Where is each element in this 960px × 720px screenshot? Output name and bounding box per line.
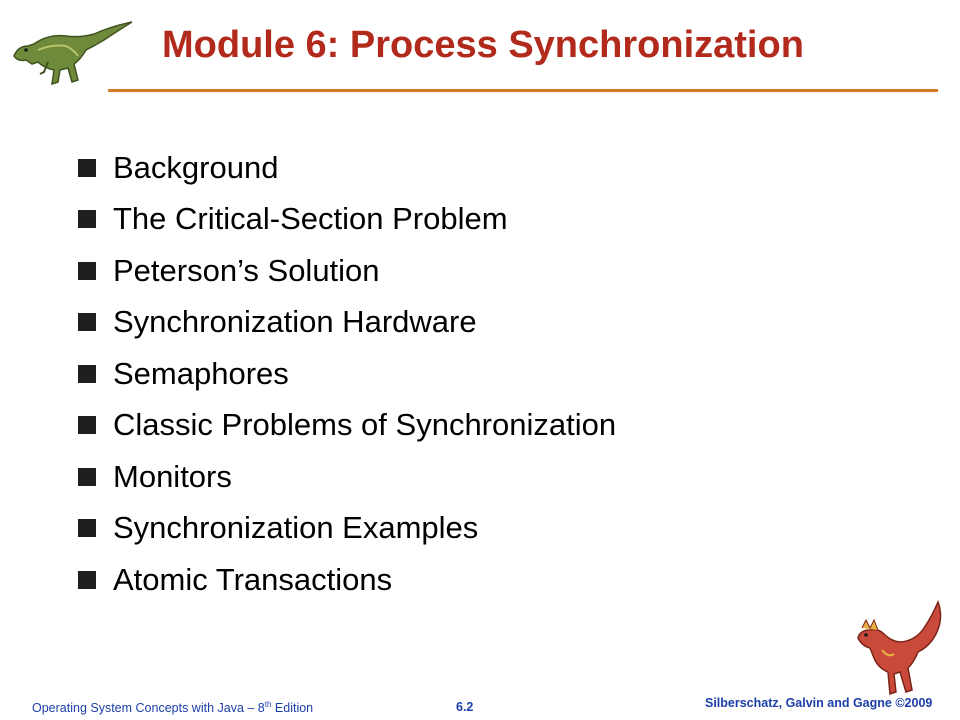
footer-edition-word: Edition — [271, 701, 314, 716]
square-bullet-icon — [78, 210, 96, 228]
footer-copyright: Silberschatz, Galvin and Gagne ©2009 — [705, 696, 933, 710]
bullet-text: The Critical-Section Problem — [113, 201, 508, 237]
bullet-text: Atomic Transactions — [113, 561, 393, 597]
footer-edition-superscript: th — [264, 700, 272, 709]
bullet-text: Synchronization Examples — [113, 510, 479, 546]
square-bullet-icon — [78, 262, 96, 280]
square-bullet-icon — [78, 159, 96, 177]
title-divider — [108, 89, 938, 92]
bullet-item — [78, 554, 616, 606]
bullet-item — [78, 297, 616, 349]
bullet-text: Background — [113, 149, 279, 185]
green-dinosaur-icon — [8, 16, 136, 88]
square-bullet-icon — [78, 468, 96, 486]
square-bullet-icon — [78, 519, 96, 537]
square-bullet-icon — [78, 313, 96, 331]
footer-book-title — [32, 700, 313, 715]
red-dinosaur-icon — [848, 598, 948, 698]
bullet-text: Semaphores — [113, 355, 289, 391]
footer-book-title-text: Operating System Concepts with Java – 8 — [32, 701, 265, 716]
bullet-item — [78, 142, 616, 194]
page-number: 6.2 — [456, 700, 474, 714]
bullet-item — [78, 348, 616, 400]
square-bullet-icon — [78, 416, 96, 434]
slide-title: Module 6: Process Synchronization — [162, 24, 804, 66]
bullet-text: Synchronization Hardware — [113, 304, 477, 340]
bullet-item — [78, 194, 616, 246]
bullet-item — [78, 400, 616, 452]
square-bullet-icon — [78, 365, 96, 383]
bullet-item — [78, 245, 616, 297]
bullet-item — [78, 503, 616, 555]
bullet-text: Classic Problems of Synchronization — [113, 407, 617, 443]
bullet-item — [78, 451, 616, 503]
bullet-text: Monitors — [113, 458, 232, 494]
square-bullet-icon — [78, 571, 96, 589]
bullet-text: Peterson’s Solution — [113, 252, 380, 288]
bullet-list — [78, 142, 616, 606]
